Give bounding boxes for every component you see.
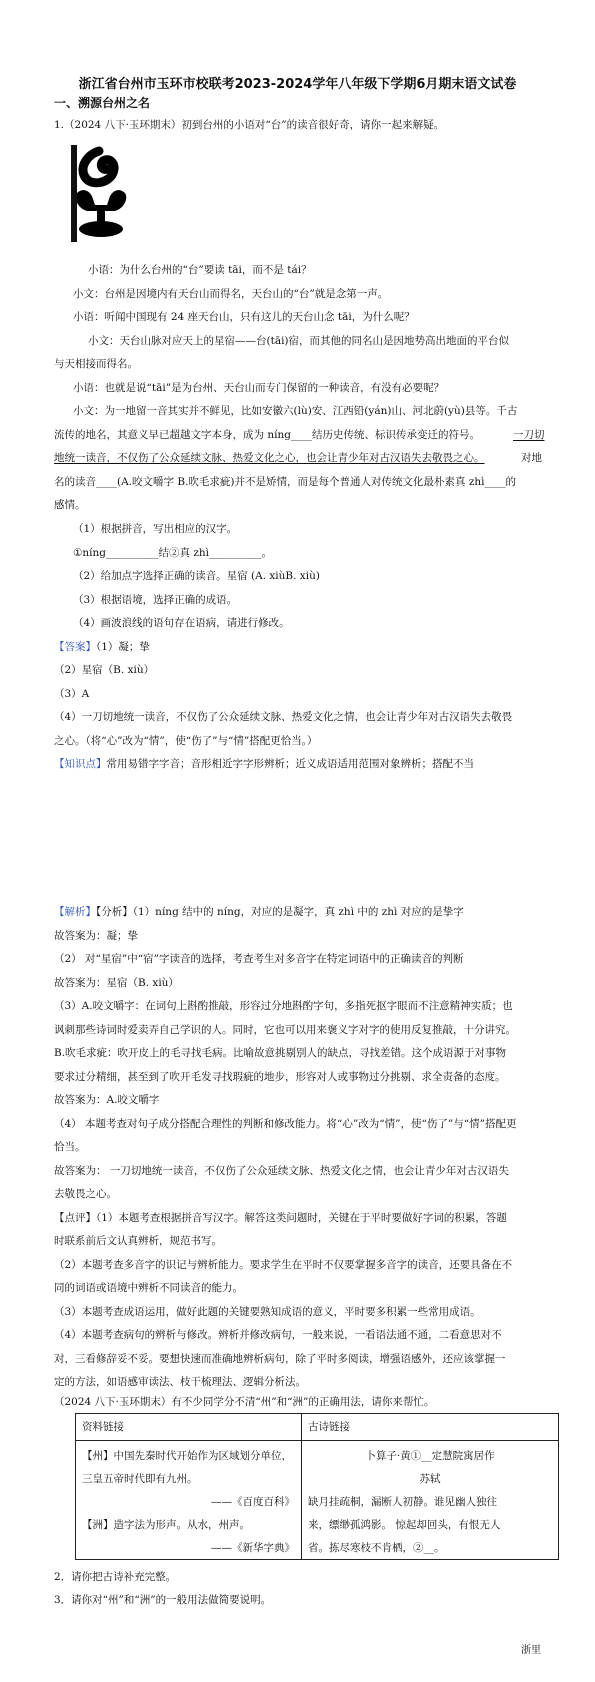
analysis-tag: 【解析】	[54, 906, 96, 918]
dialog-line: 流传的地名，其意义早已超越文字本身，成为 níng____结历史传统、标识传承变迁的符号。	[54, 429, 480, 441]
question-item: 2．请你把古诗补充完整。	[54, 1571, 177, 1583]
analysis-line	[54, 905, 464, 920]
comment-line	[54, 1211, 507, 1226]
sub-question: （4）画波浪线的语句存在语病，请进行修改。	[73, 617, 290, 629]
dialog-line: 小语：为什么台州的“台”要读 tāi，而不是 tái？	[88, 264, 312, 276]
analysis-line: 故答案为：凝；挚	[54, 930, 138, 942]
poem-line: 来，缥缈孤鸿影。 惊起却回头，有恨无人	[308, 1519, 501, 1531]
table-cell-sources	[76, 1441, 302, 1560]
answer-line: 之心。（将“心”改为“情”，使“伤了”与“情”搭配更恰当。）	[54, 735, 318, 747]
comment-tag: 【点评】	[54, 1212, 96, 1224]
analysis-line: B.吹毛求疵：吹开皮上的毛寻找毛病。比喻故意挑剔别人的缺点，寻找差错。这个成语源于对事物	[54, 1047, 507, 1059]
dialog-line: 名的读音____(A.咬文嚼字 B.吹毛求疵)并不是矫情，而是每个普通人对传统文化最朴素真 zhì____的	[54, 476, 516, 488]
dialog-line: 小语：听闻中国现有 24 座天台山，只有这儿的天台山念 tāi，为什么呢？	[73, 311, 415, 323]
knowledge-tag: 【知识点】	[54, 758, 107, 770]
analysis-line: 故答案为： 一刀切地统一读音，不仅伤了公众延续文脉、热爱文化之情，也会让青少年对古汉语失	[54, 1165, 509, 1177]
page-title: 浙江省台州市玉环市校联考2023-2024学年八年级下学期6月期末语文试卷	[78, 77, 517, 92]
source-line: 【州】中国先秦时代开始作为区域划分单位，	[82, 1450, 292, 1462]
analysis-line: 恰当。	[54, 1141, 86, 1153]
comment-line: （4）本题考查病句的辨析与修改。辨析并修改病句，一般来说，一看语法通不通，二看意思对不	[54, 1329, 502, 1341]
dialog-line: 对地	[521, 452, 542, 464]
analysis-line: 要求过分精细，甚至到了吹开毛发寻找瑕疵的地步，形容对人或事物过分挑剔、求全责备的态度。	[54, 1071, 506, 1083]
answer-text: （1）凝；挚	[96, 641, 150, 653]
comment-line: （2）本题考查多音字的识记与辨析能力。要求学生在平时不仅要掌握多音字的读音，还要具备在不	[54, 1259, 513, 1271]
dialog-line: 小文：台州是因境内有天台山而得名，天台山的“台”就是念第一声。	[73, 288, 389, 300]
source-citation: ——《百度百科》	[211, 1496, 295, 1508]
wavy-underline-text: 地统一读音，不仅伤了公众延续文脉、热爱文化之心，也会让青少年对古汉语失去敬畏之心。	[54, 452, 485, 464]
source-line: 三皇五帝时代即有九州。	[82, 1473, 198, 1485]
analysis-line: 故答案为：星宿（B. xiù）	[54, 977, 179, 989]
page-footer: 浙里	[521, 1645, 541, 1656]
question-item: 3．请你对“州”和“洲”的一般用法做简要说明。	[54, 1594, 272, 1606]
table-cell-poem	[302, 1441, 559, 1560]
comment-line: 同的词语或语境中辨析不同读音的能力。	[54, 1282, 243, 1294]
answer-tag: 【答案】	[54, 641, 96, 653]
analysis-line: 讽刺那些诗词时爱卖弄自己学识的人。同时，它也可以用来褒义字对字的使用反复推敲，十分讲究。	[54, 1024, 516, 1036]
dialog-line: 小文：为一地留一音其实并不鲜见，比如安徽六(lù)安、江西铅(yán)山、河北蔚(yù)县等。千古	[73, 405, 518, 417]
dialog-line: 与天相接而得名。	[54, 358, 138, 370]
comment-line: 定的方法，如语感审读法、枝干梳理法、逻辑分析法。	[54, 1376, 306, 1388]
sub-question: （3）根据语境，选择正确的成语。	[73, 594, 238, 606]
poem-title: 卜算子·黄①__定慧院寓居作	[365, 1450, 495, 1462]
question-intro: 1.（2024 八下·玉环期末）初到台州的小语对“台”的读音很好奇，请你一起来解疑。	[54, 119, 445, 131]
answer-line: （3）A	[54, 688, 90, 700]
question-intro: （2024 八下·玉环期末）有不少同学分不清“州”和“洲”的正确用法，请你来帮忙。	[54, 1396, 435, 1408]
seal-glyph-image	[69, 143, 133, 244]
dialog-line: 小语：也就是说“tāi”是为台州、天台山而专门保留的一种读音，有没有必要呢？	[73, 382, 445, 394]
poem-line: 缺月挂疏桐，漏断人初静。谁见幽人独往	[308, 1496, 497, 1508]
analysis-sub-tag: 【分析】	[96, 906, 133, 918]
analysis-line: 故答案为：A.咬文嚼字	[54, 1094, 160, 1106]
section-heading: 一、溯源台州之名	[54, 96, 151, 110]
knowledge-text: 常用易错字字音；音形相近字字形辨析；近义成语适用范围对象辨析；搭配不当	[106, 758, 474, 770]
answer-line: （2）星宿（B. xiù）	[54, 664, 155, 676]
table-header-left: 资料链接	[76, 1414, 302, 1441]
knowledge-line	[54, 757, 474, 772]
comment-line: 对，三看修辞妥不妥。要想快速而准确地辨析病句，除了平时多阅读，增强语感外，还应该掌握一	[54, 1353, 506, 1365]
answer-line	[54, 640, 150, 655]
wavy-underline-text: 一刀切	[513, 429, 545, 441]
dialog-line: 小文：天台山脉对应天上的星宿——台(tāi)宿，而其他的同名山是因地势高出地面的平台似	[88, 335, 510, 347]
table-header-right: 古诗链接	[302, 1414, 559, 1441]
analysis-line: （2） 对“星宿”中“宿”字读音的选择，考查考生对多音字在特定词语中的正确读音的判断	[54, 953, 464, 965]
dialog-line: 感情。	[54, 499, 86, 511]
source-table	[75, 1413, 559, 1560]
analysis-line: （4） 本题考查对句子成分搭配合理性的判断和修改能力。将“心”改为“情”，使“伤了”与“情”搭配更	[54, 1118, 517, 1130]
sub-question: ①níng__________结②真 zhì__________。	[73, 547, 273, 559]
poem-author: 苏轼	[419, 1473, 441, 1485]
analysis-text: （1）níng 结中的 níng，对应的是凝字，真 zhì 中的 zhì 对应的是挚字	[132, 906, 464, 918]
poem-line: 省。拣尽寒枝不肯栖，②__。	[308, 1542, 445, 1554]
comment-line: 时联系前后文认真辨析，规范书写。	[54, 1235, 222, 1247]
source-line: 【洲】造字法为形声。从水，州声。	[82, 1519, 250, 1531]
answer-line: （4）一刀切地统一读音，不仅伤了公众延续文脉、热爱文化之情，也会让青少年对古汉语失去敬畏	[54, 711, 513, 723]
sub-question: （1）根据拼音，写出相应的汉字。	[73, 523, 238, 535]
analysis-line: （3）A.咬文嚼字：在词句上斟酌推敲，形容过分地斟酌字句，多指死抠字眼而不注意精神实质；也	[54, 1000, 513, 1012]
analysis-line: 去敬畏之心。	[54, 1188, 117, 1200]
sub-question: （2）给加点字选择正确的读音。星宿 (A. xiùB. xiù)	[73, 570, 320, 582]
source-citation: ——《新华字典》	[211, 1542, 295, 1554]
comment-line: （3）本题考查成语运用，做好此题的关键要熟知成语的意义，平时要多积累一些常用成语。	[54, 1306, 481, 1318]
comment-text: （1）本题考查根据拼音写汉字。解答这类问题时，关键在于平时要做好字词的积累，答题	[96, 1212, 507, 1224]
